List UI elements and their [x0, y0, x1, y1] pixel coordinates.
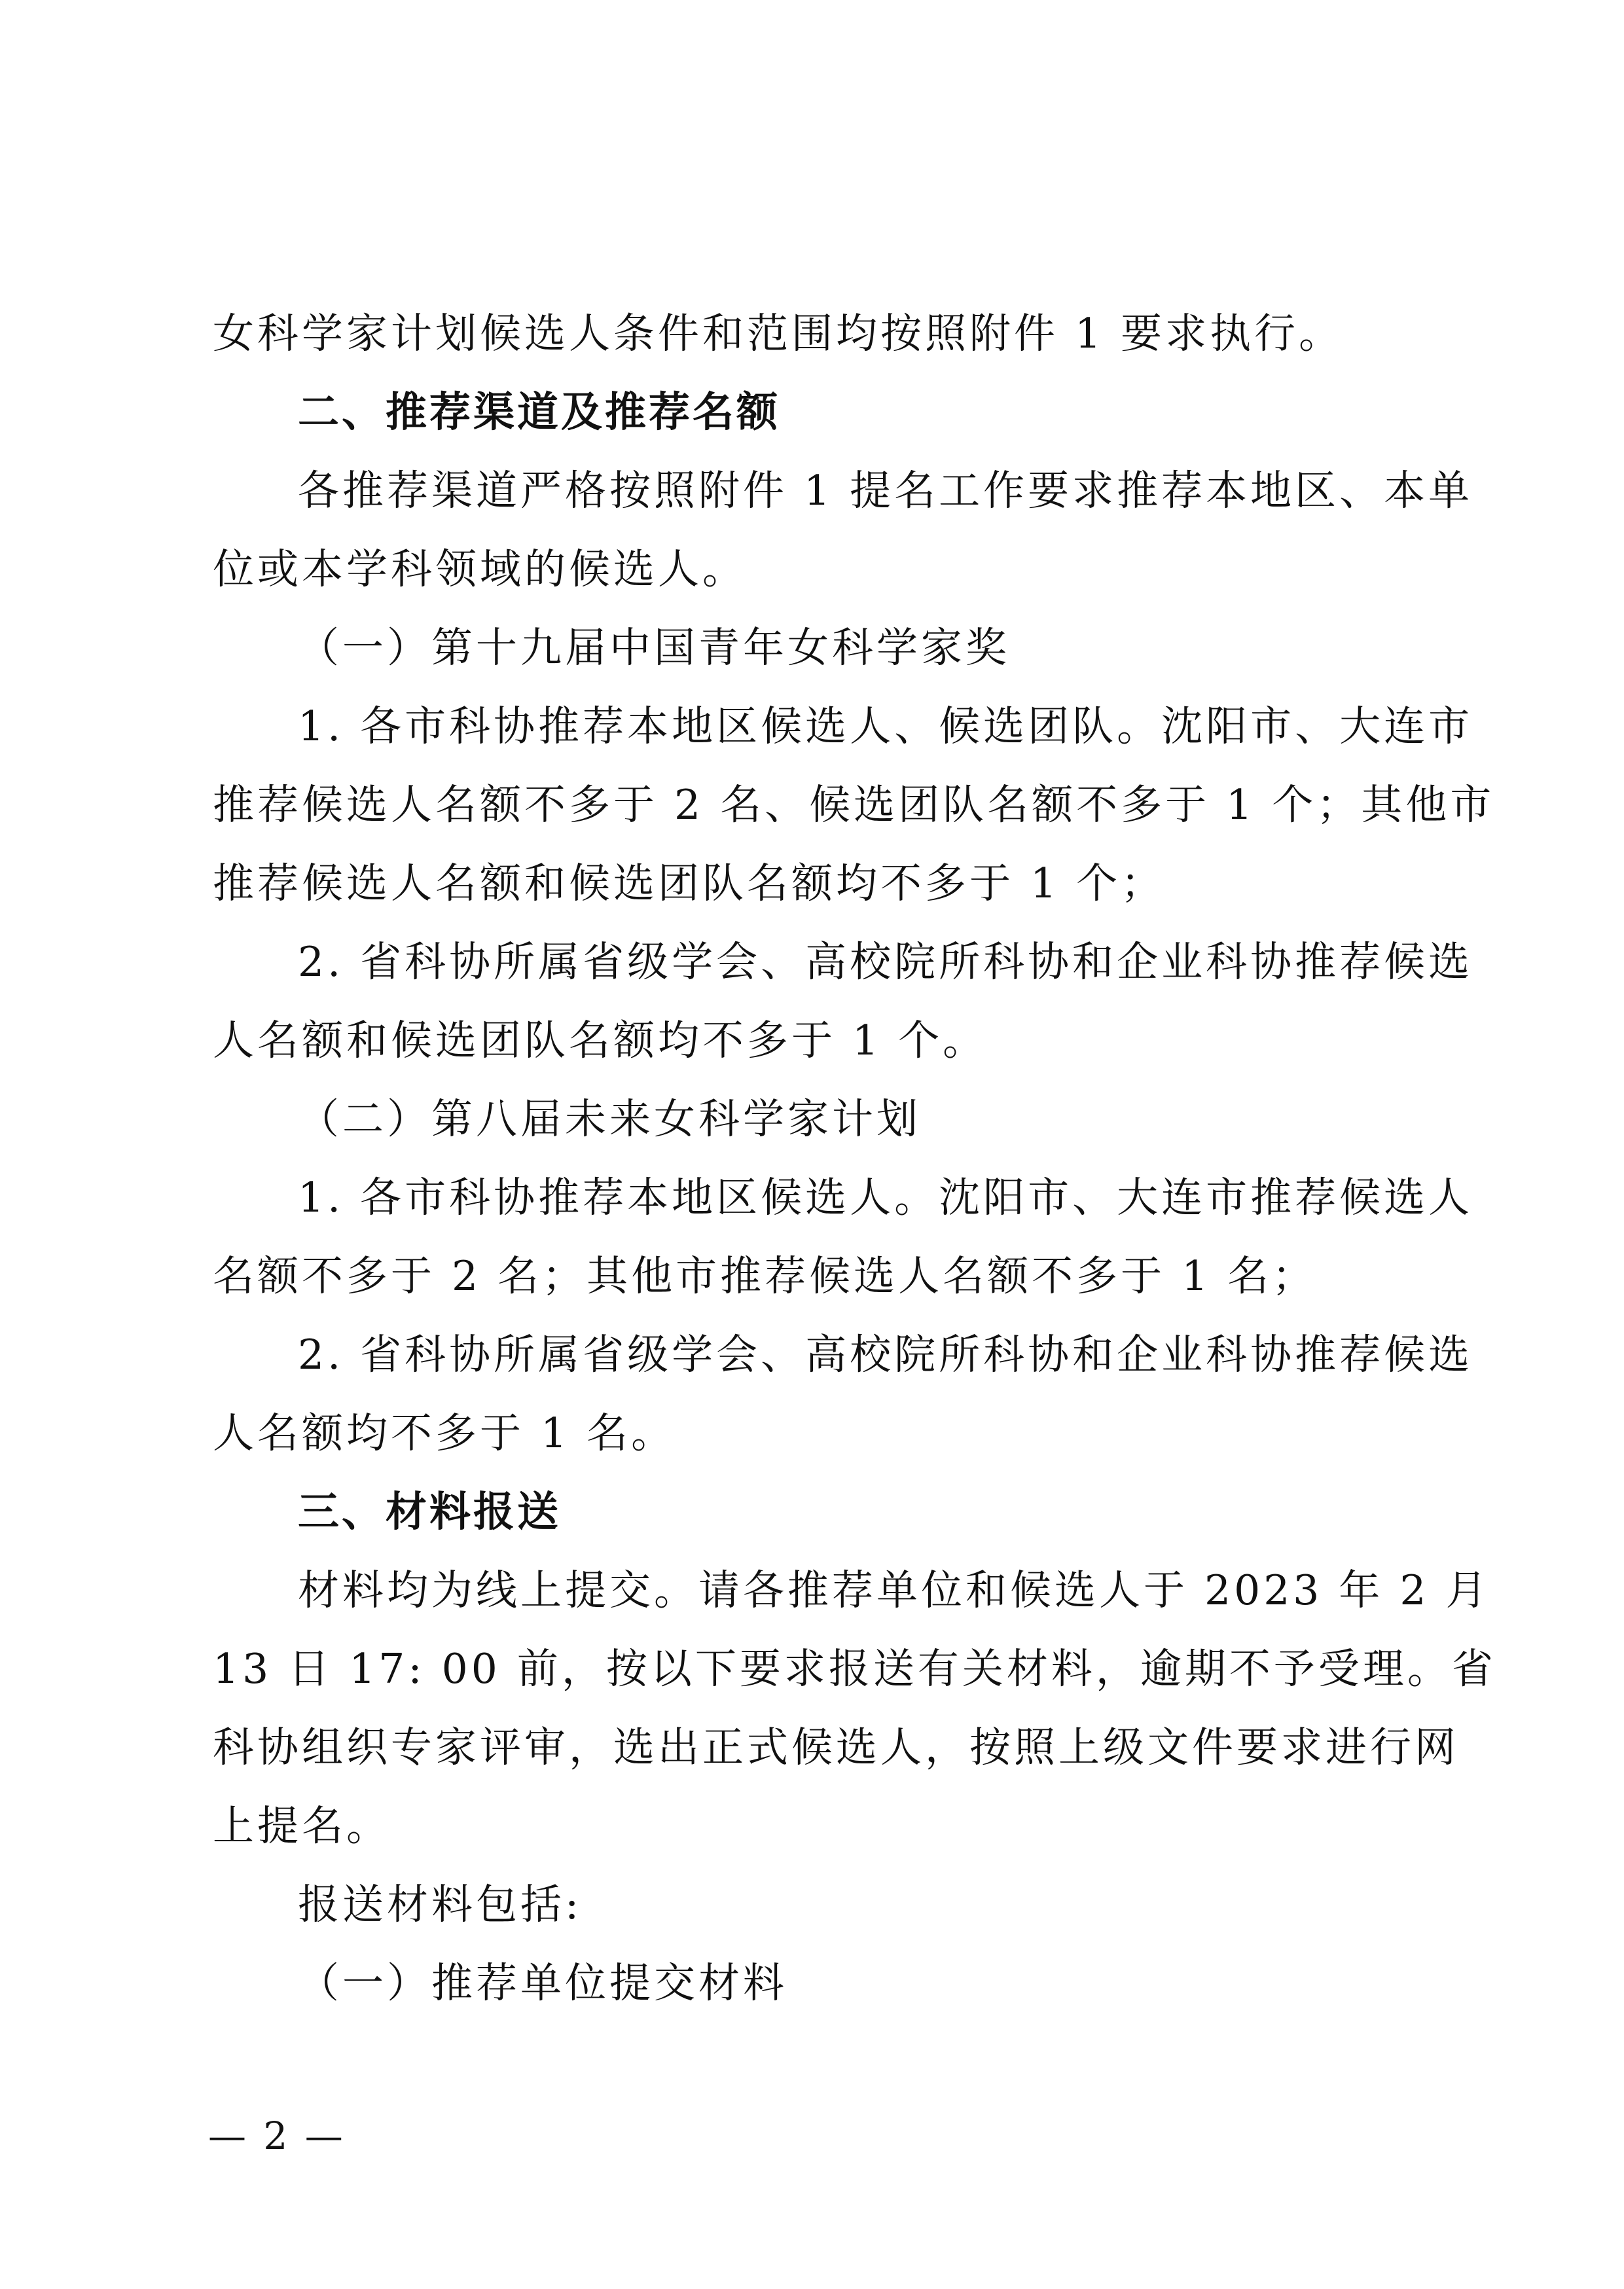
paragraph-line: 2. 省科协所属省级学会、高校院所科协和企业科协推荐候选 [298, 938, 1473, 986]
paragraph-line: 科协组织专家评审，选出正式候选人，按照上级文件要求进行网 [213, 1723, 1459, 1771]
paragraph-line: 位或本学科领域的候选人。 [213, 545, 747, 593]
paragraph-line: 女科学家计划候选人条件和范围均按照附件 1 要求执行。 [213, 310, 1344, 357]
paragraph-line: 1. 各市科协推荐本地区候选人。沈阳市、大连市推荐候选人 [298, 1174, 1473, 1221]
page-number: — 2 — [208, 2114, 346, 2158]
paragraph-line: 人名额和候选团队名额均不多于 1 个。 [213, 1017, 988, 1064]
paragraph-line: 推荐候选人名额不多于 2 名、候选团队名额不多于 1 个；其他市 [213, 781, 1495, 829]
paragraph-line: 报送材料包括: [298, 1881, 583, 1928]
paragraph-line: 上提名。 [213, 1802, 391, 1850]
paragraph-line: 名额不多于 2 名；其他市推荐候选人名额不多于 1 名； [213, 1252, 1317, 1300]
subsection-heading: （一）推荐单位提交材料 [298, 1959, 787, 2007]
paragraph-line: 2. 省科协所属省级学会、高校院所科协和企业科协推荐候选 [298, 1331, 1473, 1379]
paragraph-line: 材料均为线上提交。请各推荐单位和候选人于 2023 年 2 月 [298, 1566, 1490, 1614]
paragraph-line: 各推荐渠道严格按照附件 1 提名工作要求推荐本地区、本单 [298, 467, 1473, 514]
paragraph-line: 推荐候选人名额和候选团队名额均不多于 1 个； [213, 859, 1166, 907]
paragraph-line: 人名额均不多于 1 名。 [213, 1409, 676, 1457]
paragraph-line: 1. 各市科协推荐本地区候选人、候选团队。沈阳市、大连市 [298, 702, 1473, 750]
section-heading: 三、材料报送 [298, 1488, 561, 1536]
subsection-heading: （二）第八届未来女科学家计划 [298, 1095, 921, 1143]
paragraph-line: 13 日 17: 00 前，按以下要求报送有关材料，逾期不予受理。省 [213, 1645, 1496, 1693]
section-heading: 二、推荐渠道及推荐名额 [298, 388, 780, 436]
subsection-heading: （一）第十九届中国青年女科学家奖 [298, 624, 1010, 672]
